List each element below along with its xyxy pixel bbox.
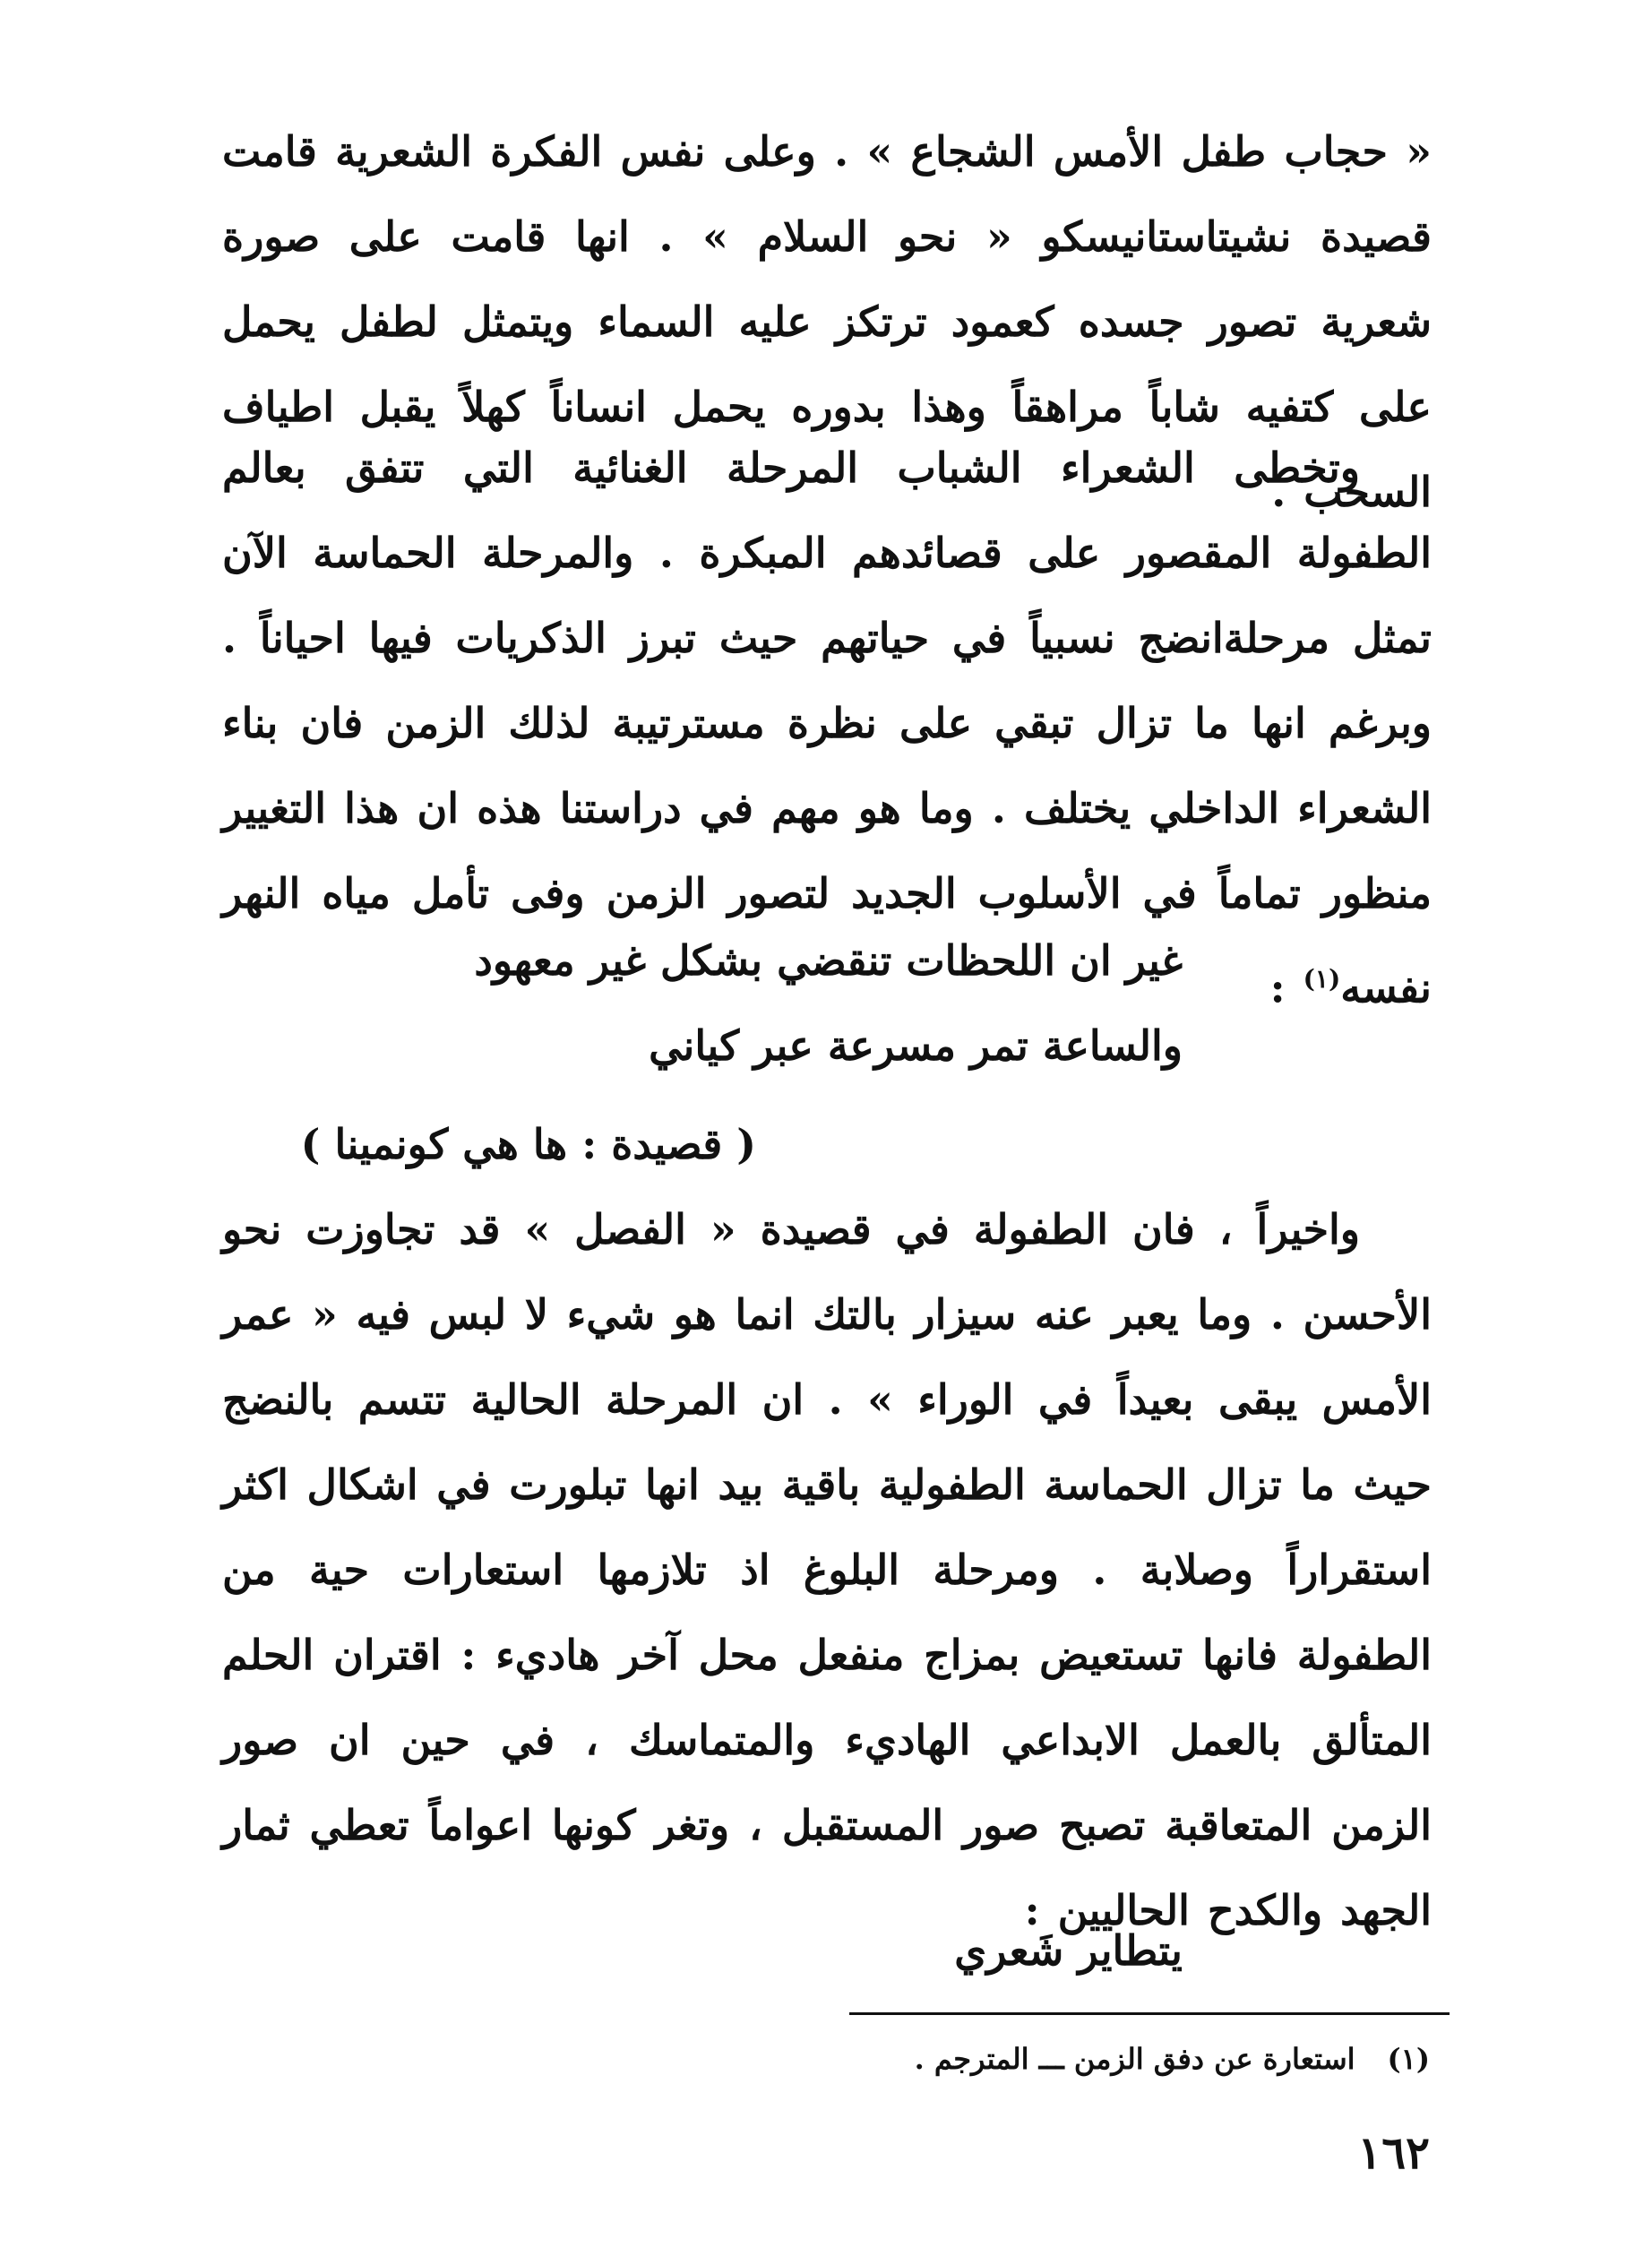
- paragraph-2-text: وتخطى الشعراء الشباب المرحلة الغنائية التي تتفق بعالم الطفولة المقصور على قصائدهم المبكرة . والمرحلة الحماسة الآن تمثل مرحلةانضج نسبياً في حياتهم حيث تبرز الذكريات فيها احياناً . وبرغم انها ما تزال تبقي على نظرة مسترتيبة لذلك الزمن فان بناء الشعراء الداخلي يختلف . وما هو مهم في دراستنا هذه ان هذا التغيير منظور تماماً في الأسلوب الجديد لتصور الزمن وفى تأمل مياه النهر نفسه: [222, 444, 1432, 1012]
- paragraph-3-text: واخيراً ، فان الطفولة في قصيدة « الفصل » قد تجاوزت نحو الأحسن . وما يعبر عنه سيزار بالتك انما هو شيء لا لبس فيه « عمر الأمس يبقى بعيداً في الوراء » . ان المرحلة الحالية تتسم بالنضج حيث ما تزال الحماسة الطفولية باقية بيد انها تبلورت في اشكال اكثر استقراراً وصلابة . ومرحلة البلوغ اذ تلازمها استعارات حية من الطفولة فانها تستعيض بمزاج منفعل محل آخر هاديء : اقتران الحلم المتألق بالعمل الابداعي الهاديء والمتماسك ، في حين ان صور الزمن المتعاقبة تصبح صور المستقبل ، وتغر كونها اعواماً تعطي ثمار الجهد والكدح الحاليين :: [222, 1205, 1432, 1934]
- footnote-marker: (١): [1387, 2042, 1430, 2076]
- paragraph-3: [222, 1187, 1432, 1953]
- footnote-divider: [849, 2012, 1450, 2015]
- footnote: [915, 2032, 1430, 2086]
- paragraph-2-end: :: [1269, 963, 1304, 1012]
- verse-source: ( قصيدة : ها هي كونمينا ): [300, 1120, 756, 1168]
- page-number: ١٦٢: [1357, 2126, 1430, 2179]
- verse-line-3: يتطاير شَعري: [954, 1926, 1183, 1975]
- footnote-reference: (١): [1303, 964, 1341, 994]
- footnote-text: استعارة عن دفق الزمن ـــ المترجم .: [914, 2042, 1355, 2076]
- verse-line-1: غير ان اللحظات تنقضي بشكل غير معهود: [474, 936, 1183, 985]
- paragraph-1-text: « حجاب طفل الأمس الشجاع » . وعلى نفس الفكرة الشعرية قامت قصيدة نشيتاستانيسكو « نحو السلام » . انها قامت على صورة شعرية تصور جسده كعمود ترتكز عليه السماء ويتمثل لطفل يحمل على كتفيه شاباً مراهقاً وهذا بدوره يحمل انساناً كهلاً يقبل اطياف السحب .: [222, 127, 1432, 516]
- verse-line-2: والساعة تمر مسرعة عبر كياني: [649, 1021, 1183, 1070]
